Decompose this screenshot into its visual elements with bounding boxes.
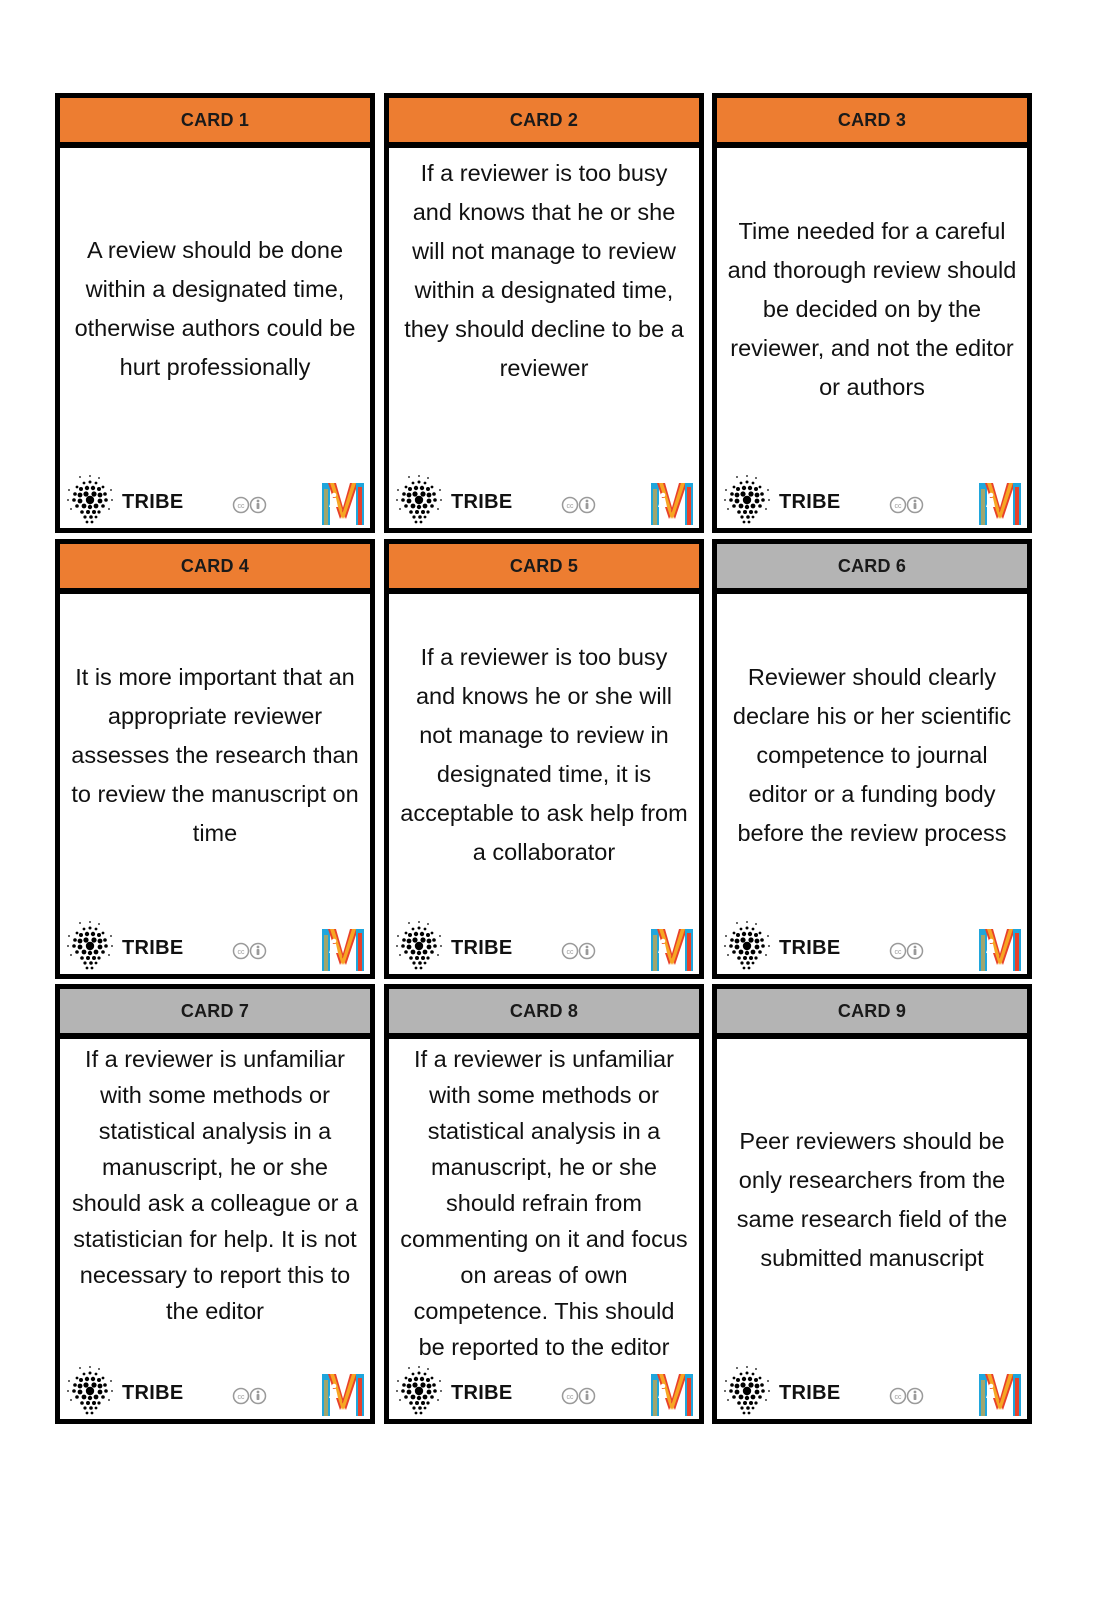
card-footer [717, 472, 1027, 528]
m-logo-icon [320, 927, 366, 971]
m-logo-icon [320, 1372, 366, 1416]
creative-commons-by-icon [889, 942, 927, 960]
card-statement: It is more important that an appropriate reviewer assesses the research than to review the manuscript on time [71, 663, 359, 846]
card-header: CARD 8 [389, 989, 699, 1039]
creative-commons-by-icon [889, 1387, 927, 1405]
card-statement: If a reviewer is unfamiliar with some methods or statistical analysis in a manuscript, he or she should ask a colleague or a statistician for help. It is not necessary to report this to the editor [71, 1046, 359, 1324]
tribe-dot-logo-icon [395, 1365, 443, 1415]
card-statement: Peer reviewers should be only researchers from the same research field of the submitted manuscript [736, 1128, 1008, 1271]
tribe-label: TRIBE [122, 491, 184, 513]
card-statement: Reviewer should clearly declare his or her scientific competence to journal editor or a funding body before the review process [732, 663, 1012, 846]
tribe-label: TRIBE [451, 937, 513, 959]
creative-commons-by-icon [561, 942, 599, 960]
card-header: CARD 1 [60, 98, 370, 148]
creative-commons-by-icon [561, 1387, 599, 1405]
card-statement: If a reviewer is too busy and knows that he or she will not manage to review within a designated time, they should decline to be a reviewer [404, 160, 684, 381]
card-4 [55, 539, 375, 979]
m-logo-icon [977, 927, 1023, 971]
creative-commons-by-icon [889, 496, 927, 514]
card-footer [717, 918, 1027, 974]
card-footer [60, 918, 370, 974]
card-9 [712, 984, 1032, 1424]
m-logo-icon [320, 481, 366, 525]
tribe-dot-logo-icon [66, 474, 114, 524]
m-logo-icon [649, 481, 695, 525]
tribe-label: TRIBE [779, 937, 841, 959]
tribe-dot-logo-icon [395, 920, 443, 970]
card-statement: A review should be done within a designated time, otherwise authors could be hurt professionally [74, 237, 356, 380]
m-logo-icon [977, 1372, 1023, 1416]
tribe-label: TRIBE [779, 1382, 841, 1404]
card-footer [60, 472, 370, 528]
creative-commons-by-icon [561, 496, 599, 514]
card-header: CARD 3 [717, 98, 1027, 148]
tribe-dot-logo-icon [723, 920, 771, 970]
tribe-dot-logo-icon [66, 1365, 114, 1415]
card-footer [389, 472, 699, 528]
tribe-dot-logo-icon [723, 474, 771, 524]
card-header: CARD 7 [60, 989, 370, 1039]
card-2 [384, 93, 704, 533]
card-statement: If a reviewer is unfamiliar with some methods or statistical analysis in a manuscript, he or she should refrain from commenting on it and focus on areas of own competence. This should be reported to the editor [400, 1046, 688, 1360]
tribe-dot-logo-icon [66, 920, 114, 970]
creative-commons-by-icon [232, 942, 270, 960]
card-statement: If a reviewer is too busy and knows he or she will not manage to review in designated time, it is acceptable to ask help from a collaborator [400, 644, 688, 865]
card-header: CARD 2 [389, 98, 699, 148]
creative-commons-by-icon [232, 496, 270, 514]
card-footer [717, 1363, 1027, 1419]
tribe-label: TRIBE [779, 491, 841, 513]
tribe-label: TRIBE [122, 1382, 184, 1404]
card-5 [384, 539, 704, 979]
card-header: CARD 5 [389, 544, 699, 594]
card-footer [389, 918, 699, 974]
card-header: CARD 9 [717, 989, 1027, 1039]
card-6 [712, 539, 1032, 979]
tribe-dot-logo-icon [723, 1365, 771, 1415]
tribe-label: TRIBE [122, 937, 184, 959]
card-footer [389, 1363, 699, 1419]
card-1 [55, 93, 375, 533]
m-logo-icon [977, 481, 1023, 525]
card-header: CARD 4 [60, 544, 370, 594]
card-statement: Time needed for a careful and thorough review should be decided on by the reviewer, and not the editor or authors [727, 217, 1017, 400]
creative-commons-by-icon [232, 1387, 270, 1405]
m-logo-icon [649, 927, 695, 971]
card-header: CARD 6 [717, 544, 1027, 594]
m-logo-icon [649, 1372, 695, 1416]
card-8 [384, 984, 704, 1424]
tribe-label: TRIBE [451, 491, 513, 513]
tribe-label: TRIBE [451, 1382, 513, 1404]
card-7 [55, 984, 375, 1424]
tribe-dot-logo-icon [395, 474, 443, 524]
card-3 [712, 93, 1032, 533]
card-footer [60, 1363, 370, 1419]
